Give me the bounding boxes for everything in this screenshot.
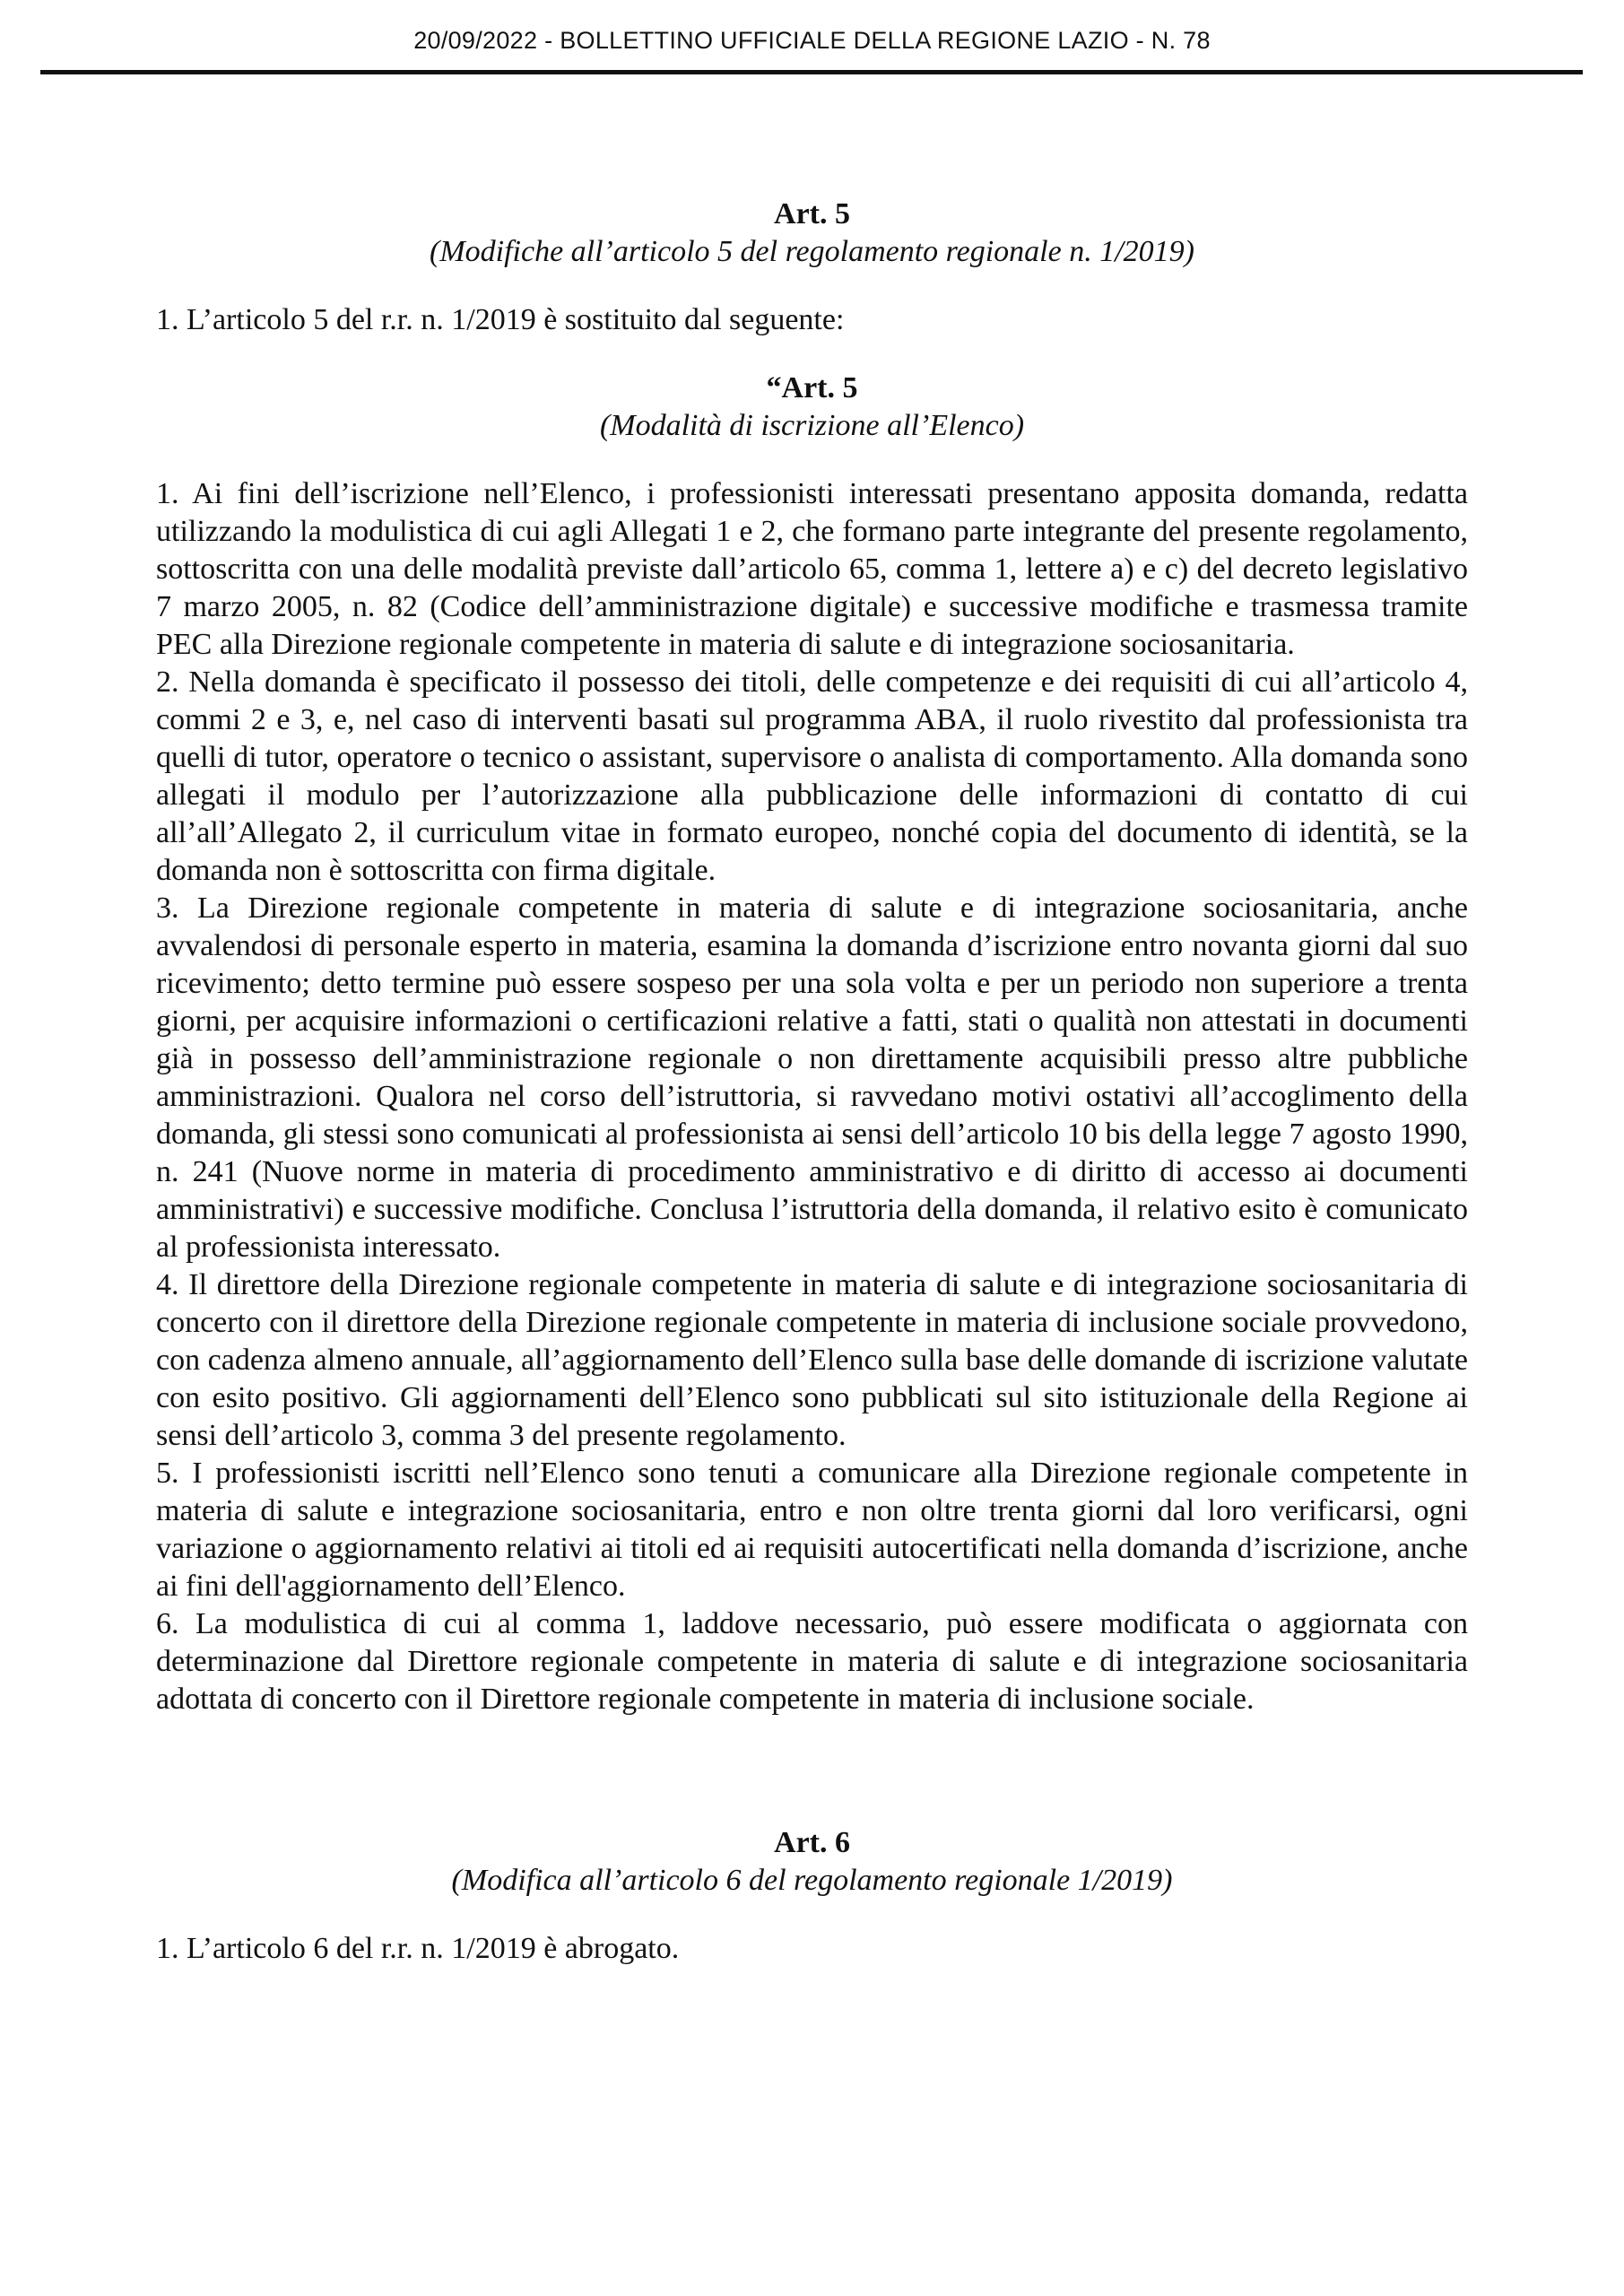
art5-paragraph-5: 5. I professionisti iscritti nell’Elenco sono tenuti a comunicare alla Direzione regionale competente in materia di salute e integrazione sociosanitaria, entro e non oltre trenta giorni dal loro verificarsi, ogni variazione o aggiornamento relativi ai titoli ed ai requisiti autocertificati nella domanda d’iscrizione, anche ai fini dell'aggiornamento dell’Elenco. [156, 1457, 1468, 1603]
art5-inner-title: “Art. 5 [766, 371, 858, 404]
art5-title: Art. 5 [774, 197, 850, 230]
document-body [156, 196, 1468, 1968]
header-rule [40, 70, 1583, 74]
art6-paragraph: 1. L’articolo 6 del r.r. n. 1/2019 è abrogato. [156, 1932, 680, 1965]
art5-intro: 1. L’articolo 5 del r.r. n. 1/2019 è sostituito dal seguente: [156, 303, 845, 336]
art6-subtitle: (Modifica all’articolo 6 del regolamento regionale 1/2019) [451, 1864, 1173, 1897]
art5-paragraph-4: 4. Il direttore della Direzione regionale competente in materia di salute e di integrazione sociosanitaria di concerto con il direttore della Direzione regionale competente in materia di inclusione sociale provvedono, con cadenza almeno annuale, all’aggiornamento dell’Elenco sulla base delle domande di iscrizione valutate con esito positivo. Gli aggiornamenti dell’Elenco sono pubblicati sul sito istituzionale della Regione ai sensi dell’articolo 3, comma 3 del presente regolamento. [156, 1268, 1468, 1452]
art5-paragraph-2: 2. Nella domanda è specificato il possesso dei titoli, delle competenze e dei requisiti di cui all’articolo 4, commi 2 e 3, e, nel caso di interventi basati sul programma ABA, il ruolo rivestito dal professionista tra quelli di tutor, operatore o tecnico o assistant, supervisore o analista di comportamento. Alla domanda sono allegati il modulo per l’autorizzazione alla pubblicazione delle informazioni di contatto di cui all’all’Allegato 2, il curriculum vitae in formato europeo, nonché copia del documento di identità, se la domanda non è sottoscritta con firma digitale. [156, 665, 1468, 887]
art5-paragraph-3: 3. La Direzione regionale competente in materia di salute e di integrazione sociosanitaria, anche avvalendosi di personale esperto in materia, esamina la domanda d’iscrizione entro novanta giorni dal suo ricevimento; detto termine può essere sospeso per una sola volta e per un periodo non superiore a trenta giorni, per acquisire informazioni o certificazioni relative a fatti, stati o qualità non attestati in documenti già in possesso dell’amministrazione regionale o non direttamente acquisibili presso altre pubbliche amministrazioni. Qualora nel corso dell’istruttoria, si ravvedano motivi ostativi all’accoglimento della domanda, gli stessi sono comunicati al professionista ai sensi dell’articolo 10 bis della legge 7 agosto 1990, n. 241 (Nuove norme in materia di procedimento amministrativo e di diritto di accesso ai documenti amministrativi) e successive modifiche. Conclusa l’istruttoria della domanda, il relativo esito è comunicato al professionista interessato. [156, 891, 1468, 1264]
art5-paragraph-6: 6. La modulistica di cui al comma 1, laddove necessario, può essere modificata o aggiornata con determinazione dal Direttore regionale competente in materia di salute e di integrazione sociosanitaria adottata di concerto con il Direttore regionale competente in materia di inclusione sociale. [156, 1607, 1468, 1716]
art6-title: Art. 6 [774, 1826, 850, 1859]
bulletin-header: 20/09/2022 - BOLLETTINO UFFICIALE DELLA REGIONE LAZIO - N. 78 [413, 27, 1211, 54]
art5-subtitle: (Modifiche all’articolo 5 del regolamento regionale n. 1/2019) [430, 235, 1194, 268]
art5-paragraph-1: 1. Ai fini dell’iscrizione nell’Elenco, i professionisti interessati presentano apposita domanda, redatta utilizzando la modulistica di cui agli Allegati 1 e 2, che formano parte integrante del presente regolamento, sottoscritta con una delle modalità previste dall’articolo 65, comma 1, lettere a) e c) del decreto legislativo 7 marzo 2005, n. 82 (Codice dell’amministrazione digitale) e successive modifiche e trasmessa tramite PEC alla Direzione regionale competente in materia di salute e di integrazione sociosanitaria. [156, 477, 1468, 661]
art5-inner-subtitle: (Modalità di iscrizione all’Elenco) [599, 409, 1025, 442]
